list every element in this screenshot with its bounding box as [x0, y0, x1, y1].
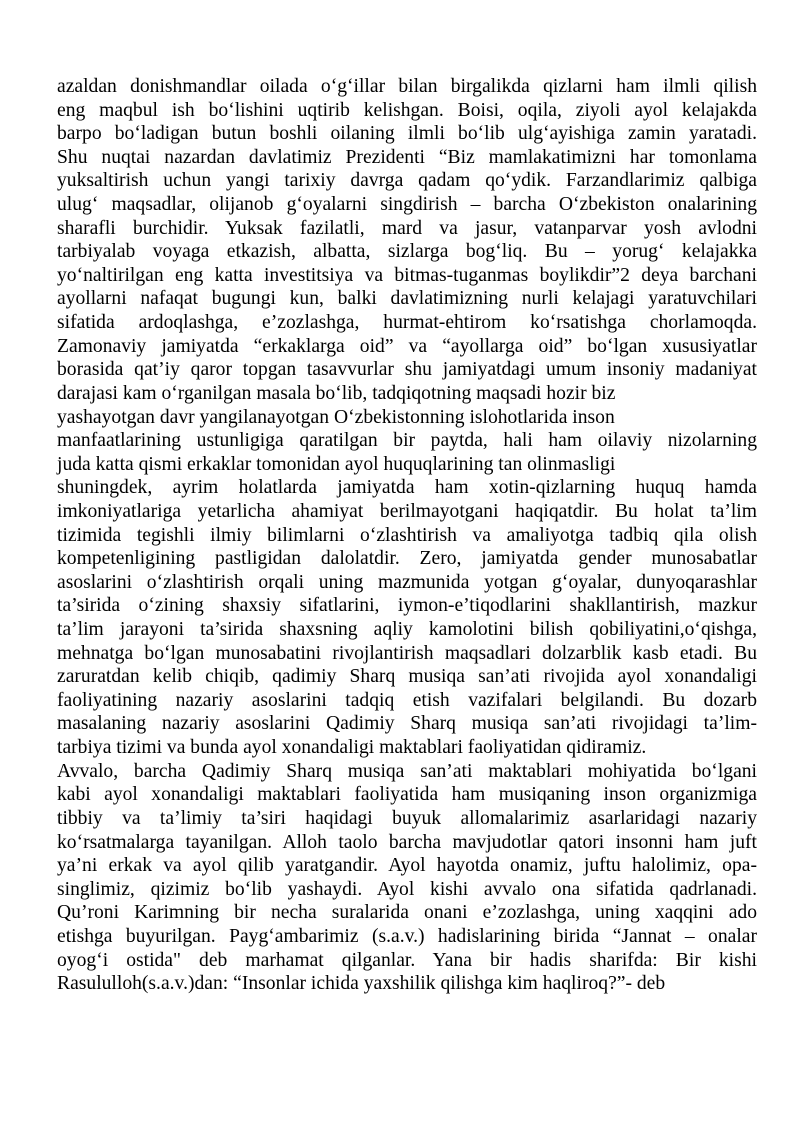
text-line: azaldan donishmandlar oilada o‘g‘illar bilan birgalikda qizlarni ham ilmli qilish — [57, 76, 757, 97]
text-line: Zamonaviy jamiyatda “erkaklarga oid” va “ayollarga oid” bo‘lgan xususiyatlar — [57, 335, 757, 357]
text-line: barpo bo‘ladigan butun boshli oilaning ilmli bo‘lib ulg‘ayishiga zamin yaratadi. — [57, 123, 757, 145]
text-line: juda katta qismi erkaklar tomonidan ayol huquqlarining tan olinmasligi — [57, 453, 616, 475]
text-line: borasida qat’iy qaror topgan tasavvurlar shu jamiyatdagi umum insoniy madaniyat — [57, 359, 757, 381]
text-line: asoslarini o‘zlashtirish orqali uning mazmunida yotgan g‘oyalar, dunyoqarashlar — [57, 571, 757, 593]
text-line: ta’sirida o‘zining shaxsiy sifatlarini, iymon-e’tiqodlarini shakllantirish, mazkur — [57, 595, 757, 617]
text-line: mehnatga bo‘lgan munosabatini rivojlantirish maqsadlari dolzarblik kasb etadi. Bu — [57, 642, 757, 664]
text-line: darajasi kam o‘rganilgan masala bo‘lib, tadqiqotning maqsadi hozir biz — [57, 382, 616, 404]
text-line: ya’ni erkak va ayol qilib yaratgandir. Ayol hayotda onamiz, juftu halolimiz, opa- — [57, 855, 757, 877]
text-line: Qu’roni Karimning bir necha suralarida onani e’zozlashga, uning xaqqini ado — [57, 902, 757, 924]
text-line: Rasululloh(s.a.v.)dan: “Insonlar ichida yaxshilik qilishga kim haqliroq?”- deb — [57, 973, 666, 995]
text-line: ta’lim jarayoni ta’sirida shaxsning aqliy kamolotini bilish qobiliyatini,o‘qishga, — [57, 619, 757, 641]
text-line: Avvalo, barcha Qadimiy Sharq musiqa san’ati maktablari mohiyatida bo‘lgani — [57, 760, 757, 782]
text-line: masalaning nazariy asoslarini Qadimiy Sharq musiqa san’ati rivojidagi ta’lim- — [57, 713, 757, 735]
text-line: kabi ayol xonandaligi maktablari faoliyatida ham musiqaning inson organizmiga — [57, 784, 757, 806]
text-line: zaruratdan kelib chiqib, qadimiy Sharq musiqa san’ati rivojida ayol xonandaligi — [57, 666, 757, 688]
text-line: singlimiz, qizimiz bo‘lib yashaydi. Ayol kishi avvalo ona sifatida qadrlanadi. — [57, 878, 757, 900]
text-line: tibbiy va ta’limiy ta’siri haqidagi buyuk allomalarimiz asarlaridagi nazariy — [57, 807, 757, 829]
text-line: yuksaltirish uchun yangi tarixiy davrga qadam qo‘ydik. Farzandlarimiz qalbiga — [57, 170, 757, 192]
text-line: yo‘naltirilgan eng katta investitsiya va bitmas-tuganmas boylikdir”2 deya barchani — [57, 264, 757, 286]
text-line: yashayotgan davr yangilanayotgan O‘zbekistonning islohotlarida inson — [57, 406, 615, 428]
body-text — [57, 75, 757, 996]
text-line: faoliyatining nazariy asoslarini tadqiq etish vazifalari belgilandi. Bu dozarb — [57, 689, 757, 711]
text-line: ko‘rsatmalarga tayanilgan. Alloh taolo barcha mavjudotlar qatori insonni ham juft — [57, 831, 757, 853]
text-line: tarbiya tizimi va bunda ayol xonandaligi maktablari faoliyatidan qidiramiz. — [57, 737, 647, 759]
text-line: etishga buyurilgan. Payg‘ambarimiz (s.a.v.) hadislarining birida “Jannat – onalar — [57, 925, 757, 947]
text-line: eng maqbul ish bo‘lishini uqtirib kelishgan. Boisi, oqila, ziyoli ayol kelajakda — [57, 99, 757, 121]
text-line: tarbiyalab voyaga etkazish, albatta, sizlarga bog‘liq. Bu – yorug‘ kelajakka — [57, 241, 757, 263]
text-line: oyog‘i ostida" deb marhamat qilganlar. Yana bir hadis sharifda: Bir kishi — [57, 949, 757, 971]
text-line: sifatida ardoqlashga, e’zozlashga, hurmat-ehtirom ko‘rsatishga chorlamoqda. — [57, 312, 757, 334]
text-line: manfaatlarining ustunligiga qaratilgan bir paytda, hali ham oilaviy nizolarning — [57, 430, 757, 452]
text-line: ulug‘ maqsadlar, olijanob g‘oyalarni singdirish – barcha O‘zbekiston onalarining — [57, 194, 757, 216]
text-line: sharafli burchidir. Yuksak fazilatli, mard va jasur, vatanparvar yosh avlodni — [57, 217, 757, 239]
text-line: Shu nuqtai nazardan davlatimiz Prezidenti “Biz mamlakatimizni har tomonlama — [57, 146, 757, 168]
text-line: kompetenligining pastligidan dalolatdir. Zero, jamiyatda gender munosabatlar — [57, 548, 757, 570]
text-line: shuningdek, ayrim holatlarda jamiyatda ham xotin-qizlarning huquq hamda — [57, 477, 757, 499]
text-line: tizimida tegishli ilmiy bilimlarni o‘zlashtirish va amaliyotga tadbiq qila olish — [57, 524, 757, 546]
text-line: ayollarni nafaqat bugungi kun, balki davlatimizning nurli kelajagi yaratuvchilari — [57, 288, 757, 310]
text-line: imkoniyatlariga yetarlicha ahamiyat berilmayotgani haqiqatdir. Bu holat ta’lim — [57, 500, 757, 522]
